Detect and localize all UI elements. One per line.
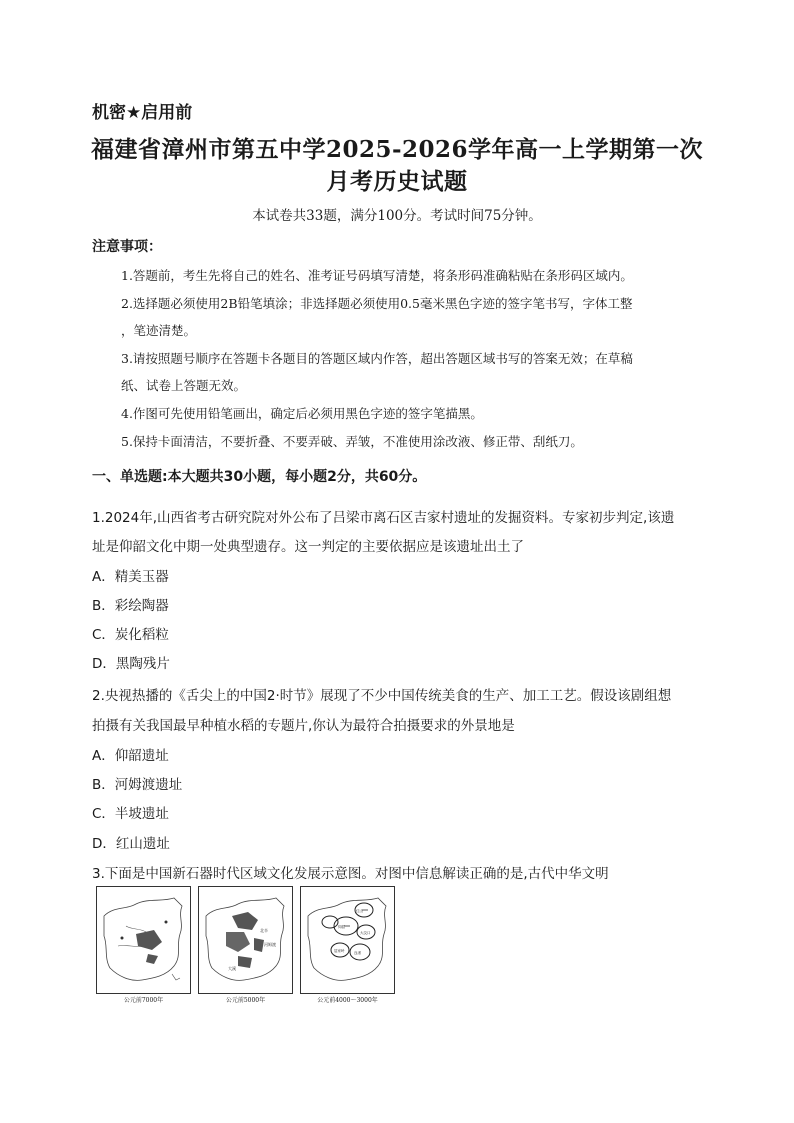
svg-text:北辛: 北辛 [260, 928, 268, 933]
svg-text:屈家岭: 屈家岭 [334, 949, 345, 953]
question-1-stem: 1.2024年,山西省考古研究院对外公布了吕梁市离石区吉家村遗址的发掘资料。专家初步判定,该遗 [92, 510, 675, 526]
svg-text:大汶口: 大汶口 [360, 931, 371, 935]
question-2-option-d: D．红山遗址 [92, 836, 170, 852]
notice-item: 1.答题前，考生先将自己的姓名、准考证号码填写清楚，将条形码准确粘贴在条形码区域内。 [121, 268, 633, 283]
map-graphic [96, 886, 191, 994]
map-caption: 公元前5000年 [225, 997, 266, 1004]
question-1-option-a: A．精美玉器 [92, 569, 169, 585]
confidential-label: 机密★启用前 [92, 103, 193, 123]
exam-subtitle: 本试卷共33题，满分100分。考试时间75分钟。 [252, 208, 542, 224]
notice-item: 3.请按照题号顺序在答题卡各题目的答题区域内作答，超出答题区域书写的答案无效；在草稿 [121, 351, 633, 366]
neolithic-map-3 [300, 886, 395, 1004]
notice-item: 5.保持卡面清洁，不要折叠、不要弄破、弄皱，不准使用涂改液、修正带、刮纸刀。 [121, 434, 583, 449]
svg-text:红山: 红山 [356, 909, 363, 913]
section-heading: 一、单选题:本大题共30小题，每小题2分，共60分。 [92, 469, 427, 485]
exam-title-line2: 月考历史试题 [326, 168, 468, 195]
question-3-stem: 3.下面是中国新石器时代区域文化发展示意图。对图中信息解读正确的是,古代中华文明 [92, 866, 609, 882]
question-2-stem: 2.央视热播的《舌尖上的中国2·时节》展现了不少中国传统美食的生产、加工工艺。假设该剧组想 [92, 688, 672, 704]
map-graphic [198, 886, 293, 994]
notice-item: 2.选择题必须使用2B铅笔填涂；非选择题必须使用0.5毫米黑色字迹的签字笔书写，字体工整 [121, 296, 633, 311]
question-2-option-a: A．仰韶遗址 [92, 748, 169, 764]
notice-item: 4.作图可先使用铅笔画出，确定后必须用黑色字迹的签字笔描黑。 [121, 406, 483, 421]
notice-item: ，笔迹清楚。 [121, 323, 197, 338]
question-2-option-b: B．河姆渡遗址 [92, 777, 183, 793]
svg-text:大溪: 大溪 [228, 966, 236, 971]
svg-text:河姆渡: 河姆渡 [264, 942, 276, 947]
question-1-option-d: D．黑陶残片 [92, 656, 170, 672]
question-1-stem-cont: 址是仰韶文化中期一处典型遗存。这一判定的主要依据应是该遗址出土了 [92, 539, 524, 555]
question-1-option-c: C．炭化稻粒 [92, 627, 169, 643]
map-caption: 公元前4000～3000年 [317, 997, 378, 1004]
map-caption: 公元前7000年 [123, 997, 164, 1004]
question-2-stem-cont: 拍摄有关我国最早种植水稻的专题片,你认为最符合拍摄要求的外景地是 [92, 718, 515, 734]
exam-title-line1: 福建省漳州市第五中学2025-2026学年高一上学期第一次 [90, 136, 704, 163]
notice-item: 纸、试卷上答题无效。 [121, 378, 247, 393]
svg-text:良渚: 良渚 [354, 951, 361, 955]
map-graphic [300, 886, 395, 994]
svg-text:仰韶: 仰韶 [338, 925, 345, 929]
question-2-option-c: C．半坡遗址 [92, 806, 169, 822]
notice-heading: 注意事项： [92, 239, 162, 255]
neolithic-map-2 [198, 886, 293, 1004]
neolithic-map-1 [96, 886, 191, 1004]
question-1-option-b: B．彩绘陶器 [92, 598, 169, 614]
